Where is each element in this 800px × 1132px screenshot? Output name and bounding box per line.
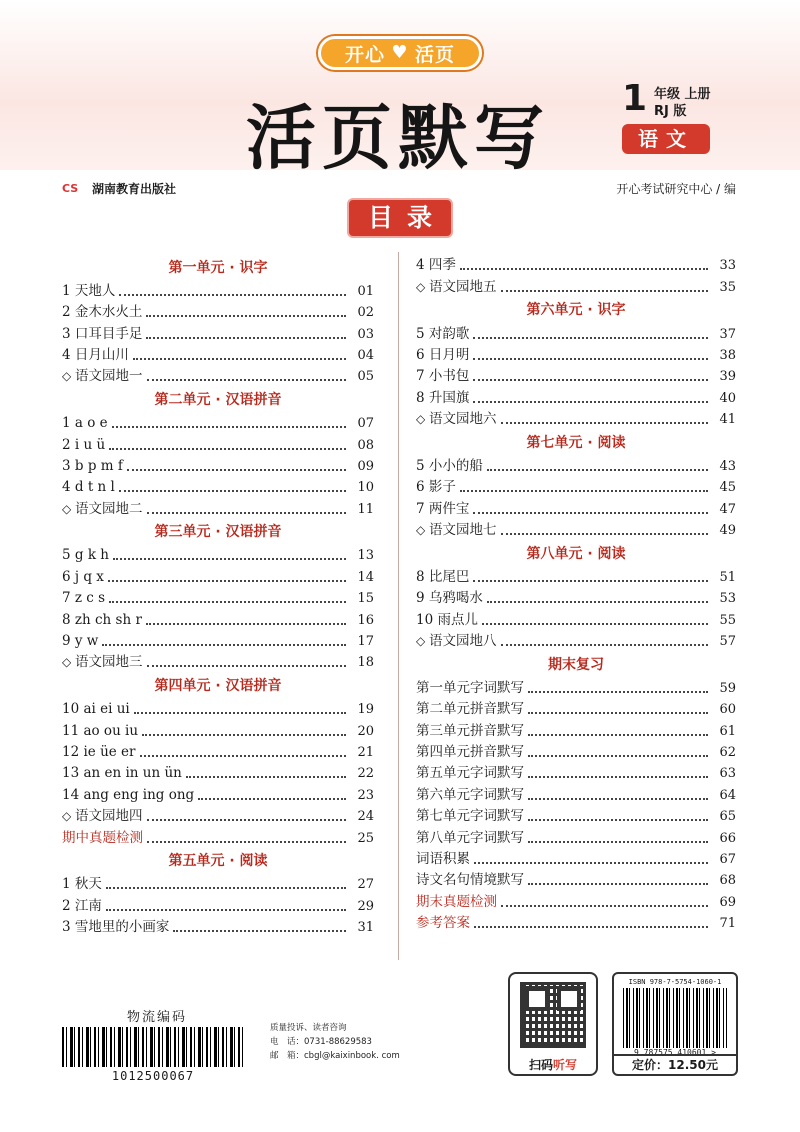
toc-entry-label: 9 y w [62, 633, 99, 650]
toc-special-row[interactable] [416, 912, 736, 933]
toc-entry-label: 第八单元字词默写 [416, 829, 524, 846]
toc-page-number: 23 [357, 787, 374, 803]
toc-page-number: 63 [719, 766, 736, 782]
qr-label [510, 1056, 596, 1073]
toc-entry-label: ◇ 语文园地五 [416, 278, 497, 297]
toc-entry-label: 期中真题检测 [62, 829, 143, 846]
dot-leader [473, 512, 708, 514]
toc-entry-label: 5 g k h [62, 547, 109, 564]
logistics-code: 1012500067 [111, 1069, 195, 1083]
toc-page-number: 03 [357, 326, 374, 342]
toc-page-number: 24 [357, 809, 374, 825]
dot-leader [147, 379, 346, 381]
grade-block [618, 78, 728, 164]
toc-entry-label: 2 i u ü [62, 436, 106, 453]
toc-page-number: 69 [719, 894, 736, 910]
qr-code-box[interactable] [508, 972, 598, 1076]
isbn-digits: 9 787575 410601 > [634, 1048, 716, 1057]
editor-credit: 开心考试研究中心 / 编 [616, 182, 736, 196]
dot-leader [119, 294, 346, 296]
logistics-barcode [62, 1006, 252, 1083]
toc-page-number: 07 [357, 416, 374, 432]
toc-row[interactable] [416, 848, 736, 869]
toc-entry-label: 3 口耳目手足 [62, 325, 143, 342]
toc-entry-label: 5 对韵歌 [416, 325, 470, 342]
dot-leader [460, 268, 708, 270]
toc-row[interactable] [416, 275, 736, 296]
dot-leader [147, 512, 346, 514]
toc-row[interactable] [416, 630, 736, 651]
dot-leader [528, 691, 708, 693]
toc-row[interactable] [62, 783, 374, 804]
toc-entry-label: 7 z c s [62, 590, 106, 607]
toc-page-number: 41 [719, 412, 736, 428]
toc-page-number: 21 [357, 744, 374, 760]
toc-row[interactable] [416, 455, 736, 476]
toc-page-number: 61 [719, 723, 736, 739]
contact-info [270, 1021, 400, 1063]
dot-leader [198, 798, 346, 800]
toc-entry-label: 词语积累 [416, 850, 470, 867]
toc-row[interactable] [62, 433, 374, 454]
toc-row[interactable] [416, 676, 736, 697]
dot-leader [473, 379, 708, 381]
toc-row[interactable] [416, 587, 736, 608]
dot-leader [528, 776, 708, 778]
toc-row[interactable] [416, 322, 736, 343]
dot-leader [146, 623, 346, 625]
toc-page-number: 02 [357, 305, 374, 321]
dot-leader [134, 712, 346, 714]
dot-leader [473, 358, 708, 360]
dot-leader [473, 580, 708, 582]
toc-entry-label: 13 an en in un ün [62, 765, 182, 782]
toc-entry-label: 9 乌鸦喝水 [416, 590, 483, 607]
publisher-logo: CS [62, 181, 79, 195]
unit-heading: 第二单元 · 汉语拼音 [154, 392, 282, 409]
toc-entry-label: 2 江南 [62, 897, 102, 914]
dot-leader [474, 926, 708, 928]
isbn-box [612, 972, 738, 1076]
toc-entry-label: 诗文名句情境默写 [416, 872, 524, 889]
unit-heading: 期末复习 [548, 656, 604, 673]
toc-entry-label: 期末真题检测 [416, 893, 497, 910]
toc-title: 目录 [347, 198, 453, 238]
toc-row[interactable] [62, 455, 374, 476]
toc-page-number: 51 [719, 569, 736, 585]
dot-leader [127, 469, 346, 471]
heart-icon: ♥ [391, 42, 409, 63]
toc-row[interactable] [62, 719, 374, 740]
dot-leader [528, 798, 708, 800]
grade-text [654, 86, 711, 120]
toc-entry-label: 4 日月山川 [62, 346, 129, 363]
dot-leader [482, 623, 708, 625]
toc-entry-label: 参考答案 [416, 915, 470, 932]
toc-row[interactable] [416, 698, 736, 719]
unit-heading: 第一单元 · 识字 [168, 259, 268, 276]
subject-badge: 语文 [622, 124, 710, 154]
toc-entry-label: 7 小书包 [416, 368, 470, 385]
dot-leader [147, 819, 346, 821]
toc-page-number: 22 [357, 766, 374, 782]
toc-entry-label: 8 zh ch sh r [62, 611, 142, 628]
toc-entry-label: 11 ao ou iu [62, 722, 139, 739]
toc-page-number: 67 [719, 851, 736, 867]
dot-leader [528, 819, 708, 821]
dot-leader [106, 909, 346, 911]
dot-leader [119, 490, 346, 492]
toc-row[interactable] [62, 873, 374, 894]
dot-leader [501, 533, 708, 535]
toc-page-number: 27 [357, 877, 374, 893]
toc-page-number: 59 [719, 680, 736, 696]
publisher-name: 湖南教育出版社 [92, 182, 177, 196]
toc-entry-label: 6 j q x [62, 568, 104, 585]
dot-leader [109, 601, 346, 603]
toc-row[interactable] [62, 587, 374, 608]
toc-entry-label: 3 b p m f [62, 457, 123, 474]
toc-row[interactable] [62, 805, 374, 826]
toc-row[interactable] [62, 279, 374, 300]
toc-entry-label: ◇ 语文园地一 [62, 367, 143, 386]
dot-leader [473, 337, 708, 339]
toc-page-number: 35 [719, 279, 736, 295]
toc-page-number: 33 [719, 258, 736, 274]
toc-entry-label: 1 天地人 [62, 282, 116, 299]
toc-entry-label: ◇ 语文园地三 [62, 653, 143, 672]
dot-leader [501, 644, 708, 646]
toc-page-number: 64 [719, 787, 736, 803]
toc-row[interactable] [62, 412, 374, 433]
toc-page-number: 17 [357, 634, 374, 650]
dot-leader [474, 862, 708, 864]
toc-page-number: 40 [719, 390, 736, 406]
toc-row[interactable] [416, 719, 736, 740]
toc-row[interactable] [62, 301, 374, 322]
dot-leader [133, 358, 346, 360]
book-title: 活页默写 [246, 97, 550, 179]
toc-entry-label: 1 a o e [62, 415, 108, 432]
toc-page-number: 53 [719, 591, 736, 607]
toc-entry-label: 第一单元字词默写 [416, 679, 524, 696]
toc-right-column [416, 254, 736, 933]
toc-entry-label: 第四单元拼音默写 [416, 743, 524, 760]
toc-row[interactable] [416, 254, 736, 275]
toc-page-number: 05 [357, 369, 374, 385]
toc-row[interactable] [416, 869, 736, 890]
toc-row[interactable] [62, 497, 374, 518]
column-divider [398, 252, 399, 960]
dot-leader [147, 841, 346, 843]
toc-row[interactable] [416, 344, 736, 365]
toc-entry-label: 10 ai ei ui [62, 701, 130, 718]
toc-page-number: 11 [357, 501, 374, 517]
toc-left-column [62, 254, 374, 937]
dot-leader [528, 755, 708, 757]
toc-row[interactable] [62, 630, 374, 651]
toc-page-number: 29 [357, 898, 374, 914]
dot-leader [113, 558, 346, 560]
toc-row[interactable] [416, 741, 736, 762]
toc-entry-label: 14 ang eng ing ong [62, 786, 195, 803]
barcode-image [62, 1027, 244, 1067]
toc-row[interactable] [416, 497, 736, 518]
toc-page-number: 68 [719, 873, 736, 889]
dot-leader [501, 422, 708, 424]
toc-page-number: 15 [357, 591, 374, 607]
toc-row[interactable] [416, 519, 736, 540]
dot-leader [487, 601, 708, 603]
toc-page-number: 38 [719, 347, 736, 363]
grade-number: 1 [622, 78, 648, 119]
brand-logo [318, 36, 482, 70]
toc-page-number: 04 [357, 347, 374, 363]
dot-leader [147, 665, 346, 667]
dot-leader [186, 776, 346, 778]
toc-row[interactable] [62, 698, 374, 719]
toc-page-number: 39 [719, 369, 736, 385]
isbn-text: ISBN 978-7-5754-1060-1 [628, 978, 722, 986]
toc-row[interactable] [416, 476, 736, 497]
unit-heading: 第三单元 · 汉语拼音 [154, 524, 282, 541]
unit-heading: 第七单元 · 阅读 [526, 434, 626, 451]
toc-page-number: 09 [357, 458, 374, 474]
isbn-barcode [623, 988, 727, 1048]
dot-leader [473, 401, 708, 403]
logistics-label: 物流编码 [126, 1010, 187, 1025]
toc-page-number: 10 [357, 480, 374, 496]
unit-heading: 第八单元 · 阅读 [526, 545, 626, 562]
toc-page-number: 19 [357, 702, 374, 718]
toc-entry-label: 4 四季 [416, 257, 456, 274]
toc-entry-label: 4 d t n l [62, 479, 115, 496]
qr-label-dictation: 听写 [553, 1058, 578, 1072]
toc-entry-label: ◇ 语文园地二 [62, 500, 143, 519]
toc-entry-label: 7 两件宝 [416, 500, 470, 517]
brand-left-text: 开心 [344, 43, 385, 66]
toc-page-number: 62 [719, 744, 736, 760]
toc-row[interactable] [416, 762, 736, 783]
unit-heading: 第六单元 · 识字 [526, 302, 626, 319]
dot-leader [501, 290, 708, 292]
toc-page-number: 18 [357, 655, 374, 671]
phone-label: 电 话： [270, 1037, 305, 1047]
dot-leader [528, 712, 708, 714]
toc-entry-label: 第三单元拼音默写 [416, 722, 524, 739]
toc-page-number: 37 [719, 326, 736, 342]
dot-leader [487, 469, 708, 471]
toc-row[interactable] [62, 544, 374, 565]
dot-leader [528, 841, 708, 843]
toc-page-number: 71 [719, 916, 736, 932]
toc-page-number: 45 [719, 480, 736, 496]
toc-row[interactable] [62, 365, 374, 386]
toc-row[interactable] [62, 608, 374, 629]
toc-entry-label: 2 金木水火土 [62, 304, 143, 321]
toc-page-number: 31 [357, 920, 374, 936]
dot-leader [112, 426, 346, 428]
dot-leader [102, 644, 346, 646]
toc-page-number: 16 [357, 612, 374, 628]
toc-row[interactable] [416, 365, 736, 386]
qr-label-scan: 扫码 [528, 1058, 553, 1072]
toc-row[interactable] [416, 826, 736, 847]
dot-leader [109, 448, 346, 450]
email-row [270, 1049, 400, 1063]
toc-entry-label: ◇ 语文园地四 [62, 807, 143, 826]
edition-label: RJ 版 [654, 104, 687, 119]
toc-entry-label: 第二单元拼音默写 [416, 701, 524, 718]
phone-value: 0731-88629583 [304, 1037, 372, 1047]
dot-leader [528, 883, 708, 885]
toc-row[interactable] [416, 608, 736, 629]
toc-row[interactable] [62, 894, 374, 915]
toc-page-number: 08 [357, 437, 374, 453]
unit-heading: 第四单元 · 汉语拼音 [154, 678, 282, 695]
dot-leader [140, 755, 347, 757]
dot-leader [501, 905, 708, 907]
toc-page-number: 20 [357, 723, 374, 739]
toc-page-number: 25 [357, 830, 374, 846]
dot-leader [108, 580, 346, 582]
dot-leader [106, 887, 346, 889]
toc-row[interactable] [62, 741, 374, 762]
dot-leader [173, 930, 346, 932]
toc-row[interactable] [416, 386, 736, 407]
toc-page-number: 49 [719, 523, 736, 539]
dot-leader [146, 315, 346, 317]
contact-title: 质量投诉、读者咨询 [270, 1023, 347, 1033]
toc-row[interactable] [62, 762, 374, 783]
dot-leader [146, 337, 346, 339]
toc-page-number: 43 [719, 458, 736, 474]
toc-row[interactable] [416, 565, 736, 586]
toc-page-number: 60 [719, 702, 736, 718]
toc-special-row[interactable] [62, 826, 374, 847]
unit-heading: 第五单元 · 阅读 [168, 853, 268, 870]
toc-entry-label: 10 雨点儿 [416, 611, 478, 628]
toc-entry-label: 12 ie üe er [62, 743, 136, 760]
qr-code-icon[interactable] [520, 982, 586, 1048]
toc-entry-label: 8 比尾巴 [416, 568, 470, 585]
toc-entry-label: ◇ 语文园地六 [416, 410, 497, 429]
toc-entry-label: 8 升国旗 [416, 389, 470, 406]
toc-entry-label: 5 小小的船 [416, 457, 483, 474]
toc-page-number: 66 [719, 830, 736, 846]
toc-entry-label: 3 雪地里的小画家 [62, 919, 170, 936]
dot-leader [460, 490, 708, 492]
toc-entry-label: ◇ 语文园地七 [416, 521, 497, 540]
toc-entry-label: 第五单元字词默写 [416, 765, 524, 782]
toc-entry-label: 第六单元字词默写 [416, 786, 524, 803]
toc-page-number: 47 [719, 501, 736, 517]
phone-row [270, 1035, 400, 1049]
toc-row[interactable] [62, 476, 374, 497]
toc-entry-label: 6 影子 [416, 479, 456, 496]
toc-row[interactable] [62, 651, 374, 672]
toc-page-number: 13 [357, 548, 374, 564]
toc-row[interactable] [416, 408, 736, 429]
dot-leader [528, 734, 708, 736]
toc-row[interactable] [62, 565, 374, 586]
toc-special-row[interactable] [416, 890, 736, 911]
grade-semester: 年级 上册 [654, 87, 711, 102]
brand-right-text: 活页 [415, 43, 456, 66]
toc-row[interactable] [62, 916, 374, 937]
toc-row[interactable] [416, 783, 736, 804]
toc-page-number: 01 [357, 283, 374, 299]
toc-entry-label: 6 日月明 [416, 346, 470, 363]
toc-row[interactable] [62, 344, 374, 365]
toc-page-number: 14 [357, 569, 374, 585]
publisher [62, 180, 176, 197]
toc-entry-label: 1 秋天 [62, 876, 102, 893]
toc-row[interactable] [62, 322, 374, 343]
toc-page-number: 65 [719, 809, 736, 825]
dot-leader [142, 734, 346, 736]
email-value: cbgl@kaixinbook. com [304, 1051, 400, 1061]
toc-entry-label: ◇ 语文园地八 [416, 632, 497, 651]
toc-page-number: 57 [719, 634, 736, 650]
price: 定价：12.50元 [614, 1054, 736, 1074]
toc-row[interactable] [416, 805, 736, 826]
toc-entry-label: 第七单元字词默写 [416, 808, 524, 825]
toc-page-number: 55 [719, 612, 736, 628]
email-label: 邮 箱： [270, 1051, 305, 1061]
